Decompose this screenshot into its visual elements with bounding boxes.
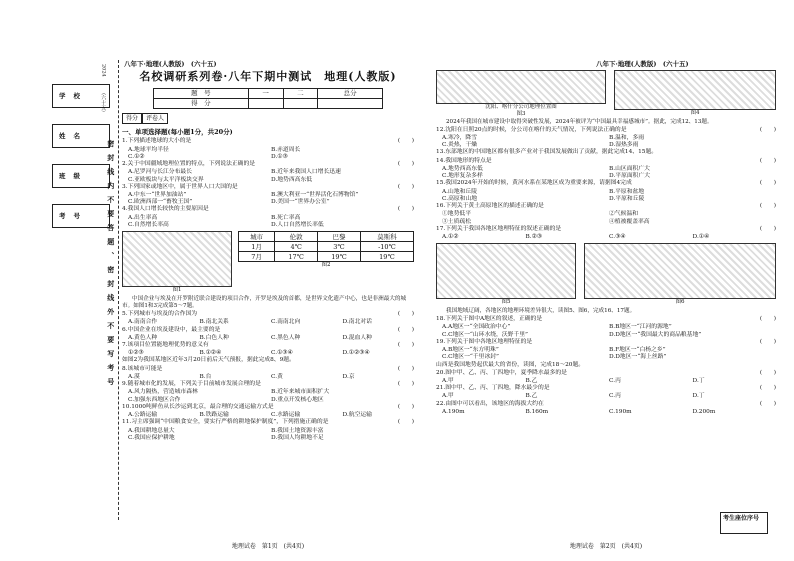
option: B.F地区一“白杨之乡” [609,347,666,354]
question-stem: 10.1000吨鲜鱼从长沙运到北京，最合理的交通运输方式是 [122,403,274,410]
figure-5-map [436,243,576,299]
question-stem: 22.由图中可以看出，该地区的海拔大约在 [436,400,544,407]
option: C.加强东西地区合作 [128,396,181,403]
figure-3-label: 图3 [516,110,526,117]
section-title: 一、单项选择题(每小题1分，共20分) [122,128,233,137]
question-stem: 1.下列描述地球的大小的是 [122,138,192,145]
option: D.人口自然增长率低 [271,221,324,228]
option: C.亚欧板块与太平洋板块交界 [128,176,204,183]
options [122,335,414,342]
option: A.出生率高 [128,214,158,221]
option: A.黄色人种 [128,334,158,341]
option: A.A地区一“全国政治中心” [442,324,511,331]
question [436,180,776,187]
question [436,226,776,233]
question [122,327,414,334]
climate-cell: 17℃ [275,252,318,262]
option: B.乙 [525,377,538,384]
question-stem: 18.下列关于图中A地区的叙述，正确的是 [436,316,543,323]
question [436,316,776,323]
question-stem: 14.我国地形的特点是 [436,157,492,164]
answer-bracket[interactable]: ( ) [397,311,414,318]
question-stem: 15.我国2024年开始的时候，黄河水系在某地区成为重要来源，请据图4完成 [436,180,632,187]
answer-bracket[interactable]: ( ) [759,400,776,407]
question [436,401,776,408]
option: A.风力隔热，营造城市森林 [128,389,198,396]
question-stem: 4.我国人口增长较快的主要原因是 [122,206,209,213]
binding-strip [0,60,120,540]
figure-1-map [122,231,232,287]
option: B.台 [199,373,212,380]
answer-bracket[interactable]: ( ) [397,365,414,372]
option: D.平原和丘陵 [609,195,645,202]
option: C.高原和山地 [442,195,478,202]
climate-cell: 7月 [239,252,275,262]
option: B.白色人种 [199,334,229,341]
question [122,419,414,426]
seat-number-box[interactable]: 考生座位序号 [720,512,768,534]
options [122,215,414,229]
option: D.重点开发核心地区 [271,396,324,403]
question-stem: 11.习主席强调“中国粮食安全，要实行严格的耕地保护制度”，下列措施正确的是 [122,419,329,426]
option: B.①②④ [199,350,222,357]
question-stem: 山西是我国地势起伏最大的省份，读图，完成18～20题。 [436,361,585,368]
option: C.①② [128,153,145,160]
question-stem: 19.下列关于图中各地区地理特征的是 [436,338,533,345]
passage: 中国企业与埃及在开罗附近联合建设的项目合作，开罗是埃及的首都，是世界文化遗产中心，也是非洲最大的城市。如图1和3完成第5～7题。 [122,296,407,310]
option: B.160m [525,408,549,415]
seal-line [118,60,119,520]
option: ①②③ [128,350,144,357]
option: C.水路运输 [271,412,301,419]
score-table [153,88,383,109]
question [122,366,414,373]
exam-no-box [52,204,110,228]
answer-bracket[interactable]: ( ) [397,183,414,190]
options [122,169,414,183]
climate-cell: 4℃ [275,242,318,252]
option: D.①③ [271,153,288,160]
question-list [436,127,776,242]
option: ②气候温和 [609,211,638,218]
figure-3-caption: 沈阳、喀什分公司地理位置图 [485,104,557,110]
answer-bracket[interactable]: ( ) [397,381,414,388]
option: D.美国一“世界办公室” [271,199,330,206]
answer-bracket[interactable]: ( ) [397,161,414,168]
option: A.寒冷，降雪 [442,134,478,141]
option: B.平原和盆地 [609,188,645,195]
option: C.地形复杂多样 [442,173,483,180]
answer-bracket[interactable]: ( ) [397,326,414,333]
climate-cell: 巴黎 [318,232,361,242]
option: A.①② [442,234,459,241]
figure-3-map [436,70,606,104]
name-label: 姓名 [59,132,88,140]
question-stem: 3.下列国家或地区中，属于世界人口大国的是 [122,183,238,190]
question [122,404,414,411]
question [436,362,776,369]
answer-bracket[interactable]: ( ) [759,385,776,392]
question-stem: 7.该项目位置能地理优势的意义有 [122,341,209,348]
climate-table [238,231,414,262]
question [436,370,776,377]
option: D.湿热多雨 [609,142,639,149]
options [122,389,414,403]
climate-cell: 伦敦 [275,232,318,242]
option: A.山地和丘陵 [442,188,478,195]
option: B.死亡率高 [271,214,301,221]
question-stem: 13.东部地区的中国地区都有很多产业对于我国发展做出了贡献，据此完成14、15题。 [436,149,658,156]
question-stem: 9.随着城市化的发展，下列关于目前城市发展合理的是 [122,381,261,388]
score-cell[interactable] [283,98,318,108]
option: ①地势低平 [442,211,471,218]
option: B.B地区一“江河的源地” [609,324,672,331]
option: B.铁路运输 [199,412,229,419]
options [436,135,776,149]
answer-bracket [742,149,776,156]
question-stem: 12.沈阳在日照20点的时候，分公司在喀什的天气情况，下列说法正确的是 [436,126,627,133]
header-right: 八年下·地理(人教版) (六十五) [596,60,689,68]
option: ③土质疏松 [442,218,471,225]
review-score: 得分 [122,113,142,125]
question-stem: 2.关于中国疆域地理位置的特点，下列说法正确的是 [122,161,256,168]
question [436,149,776,156]
option: D.地势西高东低 [271,176,313,183]
exam-no-label: 考号 [59,212,88,220]
question-stem: 8.该城市可能是 [122,365,163,372]
options [122,192,414,206]
passage: 2024年我国在城市建设中取得突破性发展，2024年被评为“中国最具幸福感城市”。据此，完成12、13题。 [446,118,713,125]
figure-2-label: 图2 [321,262,331,269]
score-cell[interactable] [248,98,283,108]
climate-cell: 1月 [239,242,275,252]
options [436,409,776,416]
option: D.混血人种 [342,334,372,341]
page-1 [122,56,414,550]
question-stem: 5.下列城市与埃及的合作国为 [122,311,198,318]
option: B.近年来我国人口增长迅速 [271,169,341,176]
option: C.③④ [609,234,626,241]
option: B.近年来城市面积扩大 [271,389,330,396]
answer-bracket[interactable]: ( ) [759,316,776,323]
climate-cell: 城市 [239,232,275,242]
question [436,339,776,346]
option: D.丁 [692,393,705,400]
option: A.中东一“世界加油站” [128,192,187,199]
question [122,381,414,388]
climate-cell: 3℃ [318,242,361,252]
question [122,206,414,213]
option: ④植被覆盖率高 [609,218,650,225]
score-head: 一 [248,88,283,98]
option: B.山区面积广大 [609,165,650,172]
question [436,203,776,210]
answer-bracket[interactable]: ( ) [759,126,776,133]
climate-cell: 19℃ [360,252,413,262]
option: B.乙 [525,393,538,400]
year-mark: 2024 [100,64,107,77]
answer-bracket[interactable]: ( ) [759,180,776,187]
score-head: 总分 [318,88,383,98]
answer-bracket [742,362,776,369]
option: A.地势西高东低 [442,165,483,172]
climate-cell: 莫斯科 [360,232,413,242]
figure-6-label: 图6 [675,299,685,306]
question [122,161,414,168]
option: C.C地区一“山环水绕，沃野千里” [442,331,528,338]
option: C.黄 [271,373,283,380]
figure-4-label: 图4 [690,110,700,116]
options [122,147,414,161]
question [436,385,776,392]
option: D.①④ [692,234,710,241]
option: D.丁 [692,377,705,384]
climate-cell: -10℃ [360,242,413,252]
option: C.炎热，干燥 [442,142,478,149]
option: B.温和，多雨 [609,134,645,141]
options [436,234,776,241]
question-list [122,311,414,442]
answer-bracket[interactable]: ( ) [759,369,776,376]
school-label: 学校 [59,92,88,100]
option: A.我国耕地总量大 [128,427,175,434]
option: D.D地区一“我国最大的商品粮基地” [609,331,702,338]
option: C.自然增长率高 [128,221,169,228]
option: D.平原面积广大 [609,173,651,180]
option: D.航空运输 [342,412,372,419]
options [436,324,776,338]
option: D.D地区一“海上丝路” [609,354,667,361]
option: B.赤道周长 [271,146,301,153]
options [436,347,776,361]
option: D.200m [692,408,716,415]
answer-bracket[interactable]: ( ) [759,157,776,164]
question [122,138,414,145]
name-box [52,124,110,148]
figure-4-map [614,70,776,110]
class-label: 班级 [59,172,88,180]
question [122,311,414,318]
option: C.南南北向 [271,319,301,326]
answer-bracket[interactable]: ( ) [397,403,414,410]
review-grader: 评卷人 [142,113,168,125]
question-stem: 17.下列关于我国各地区地理特征的叙述正确的是 [436,225,562,232]
figure-5-label: 图5 [501,299,511,306]
question-stem: 21.图中甲、乙、丙、丁四地，降水最少的是 [436,385,550,392]
option: A.190m [442,408,465,415]
question [436,127,776,134]
option: B.澳大利亚一“世界活化石博物馆” [271,192,359,199]
header-left: 八年下·地理(人教版) (六十五) [124,60,217,68]
option: C.C地区一“千里冰封” [442,354,500,361]
question-stem: 如图2为我国某地区近年3月20日前后天气预报，据此完成8、9题。 [122,357,295,364]
question-list [122,138,414,229]
option: C.黑色人种 [271,334,301,341]
option: A.甲 [442,377,454,384]
answer-bracket[interactable]: ( ) [397,419,414,426]
option: A.地球平均半径 [128,146,169,153]
option: C.丙 [609,393,621,400]
figure-1-label: 图1 [172,287,182,294]
page-2 [436,56,776,550]
option: A.漠 [128,373,140,380]
option: B.我国土地资源丰富 [271,427,324,434]
review-box [122,113,414,125]
score-cell: 得 分 [154,98,249,108]
option: A.尼罗河与长江分布最长 [128,169,192,176]
score-head: 题 号 [154,88,249,98]
options [436,166,776,180]
score-head: 二 [283,88,318,98]
class-box [52,164,110,188]
option: D.京 [342,373,355,380]
option: A.公路运输 [128,412,158,419]
figure-6-contour-map [584,243,776,299]
passage: 我国地域辽阔，各地区的地理环境差异很大，读图5、图6，完成16、17题。 [446,308,636,315]
seal-text: 密封线内不要答题、密封线外不要写考号 [106,140,116,392]
answer-bracket[interactable]: ( ) [397,341,414,348]
question [436,158,776,165]
page-footer: 地理试卷 第1页 (共4页) [231,542,305,550]
option: C.①③④ [271,350,293,357]
question-stem: 20.图中甲、乙、丙、丁四地中，夏季降水最多的是 [436,369,567,376]
option: C.丙 [609,377,621,384]
series-mark: （六十五） [100,90,107,115]
option: C.我国应保护耕地 [128,434,175,441]
option: B.南北关系 [199,319,229,326]
option: D.①②③④ [342,350,370,357]
question [122,184,414,191]
answer-bracket[interactable]: ( ) [759,225,776,232]
option: A.甲 [442,393,454,400]
question-stem: 16.下列关于黄土高原地区的描述正确的是 [436,203,544,210]
question-stem: 6.中国企业在埃及建设中，最主要的是 [122,326,221,333]
option: B.②③ [525,234,542,241]
option: A.南南合作 [128,319,158,326]
answer-bracket [380,357,414,364]
answer-bracket[interactable]: ( ) [397,138,414,145]
options [122,319,414,326]
options [436,189,776,203]
options [436,393,776,400]
answer-bracket[interactable]: ( ) [397,206,414,213]
option: C.190m [609,408,632,415]
question [122,342,414,349]
exam-title: 名校调研系列卷·八年下期中测试 地理(人教版) [139,70,397,83]
answer-bracket[interactable]: ( ) [759,203,776,210]
option: A.B地区一“东方明珠” [442,347,499,354]
climate-cell: 19℃ [318,252,361,262]
option: D.南北对话 [342,319,372,326]
question [122,357,414,364]
options [436,211,776,225]
question-list [436,316,776,416]
score-cell[interactable] [318,98,383,108]
answer-bracket[interactable]: ( ) [759,338,776,345]
option: C.欧洲西部一“畜牧王国” [128,199,193,206]
page-footer: 地理试卷 第2页 (共4页) [569,542,643,550]
option: D.我国人均耕地不足 [271,434,324,441]
options [122,428,414,442]
